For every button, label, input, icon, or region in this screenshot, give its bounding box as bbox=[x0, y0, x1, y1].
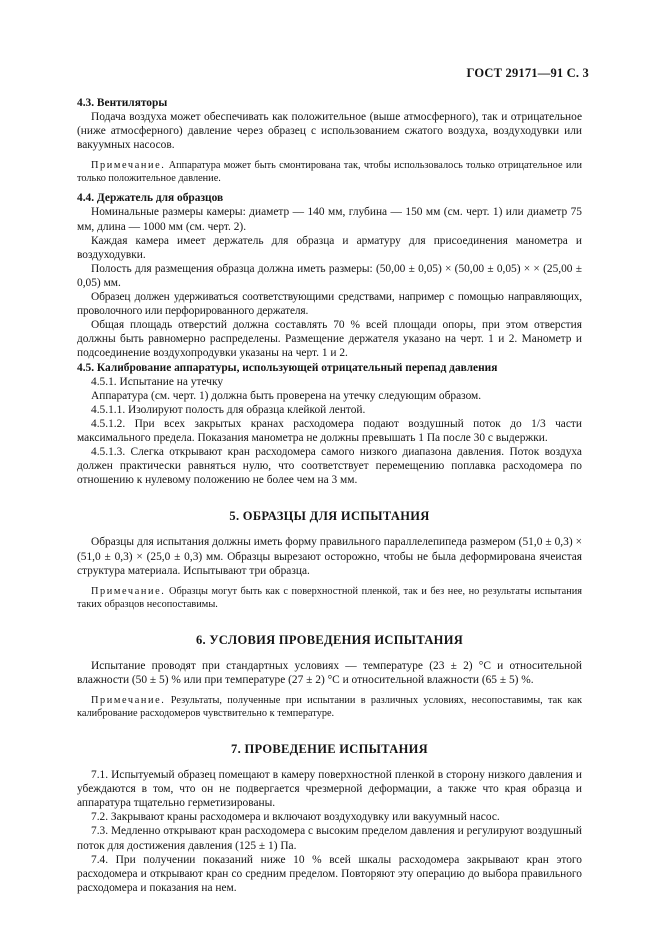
paragraph: Образцы для испытания должны иметь форму правильного параллелепипеда размером (51,0 ± 0,3) × (51,0 ± 0,3) × (25,0 ± 0,3) мм. Образцы вырезают осторожно, чтобы не была деформирована ячеистая структура материала. Испытывают три образца. bbox=[77, 536, 582, 577]
note-label: Примечание. bbox=[91, 695, 166, 706]
paragraph: 4.5.1.2. При всех закрытых кранах расходомера подают воздушный поток до 1/3 части максимального предела. Показания манометра не должны превышать 1 Па после 30 с выдержки. bbox=[77, 417, 582, 444]
note-text: Аппаратура может быть смонтирована так, чтобы использовалось только отрицательное или только положительное давление. bbox=[77, 160, 582, 185]
section-4-5 bbox=[77, 361, 582, 488]
paragraph: Общая площадь отверстий должна составлять 70 % всей площади опоры, при этом отверстия должны быть равномерно распределены. Размещение держателя указано на черт. 1 и 2. Манометр и подсоединение воздухопродувки указаны на черт. 1 и 2. bbox=[77, 319, 582, 360]
paragraph: 7.1. Испытуемый образец помещают в камеру поверхностной пленкой в сторону низкого давления и убеждаются в том, что он не подвергается чрезмерной деформации, а также что края образца и аппаратура тщательно герметизированы. bbox=[77, 769, 582, 810]
paragraph: Номинальные размеры камеры: диаметр — 140 мм, глубина — 150 мм (см. черт. 1) или диаметр 75 мм, длина — 1000 мм (см. черт. 2). bbox=[77, 206, 582, 233]
section-title: 7. ПРОВЕДЕНИЕ ИСПЫТАНИЯ bbox=[231, 742, 428, 756]
note-text: Образцы могут быть как с поверхностной пленкой, так и без нее, но результаты испытания таких образцов несопоставимы. bbox=[77, 585, 582, 610]
paragraph: 4.5.1.1. Изолируют полость для образца клейкой лентой. bbox=[91, 403, 366, 416]
section-5 bbox=[77, 509, 582, 610]
paragraph: 4.5.1.3. Слегка открывают кран расходомера самого низкого диапазона давления. Поток воздуха должен практически равняться нулю, что соответствует перемещению поплавка расходомера по отношению к нулевому положению не более чем на 3 мм. bbox=[77, 446, 582, 487]
note-label: Примечание. bbox=[91, 160, 166, 172]
section-6 bbox=[77, 633, 582, 720]
paragraph: 7.2. Закрывают краны расходомера и включают воздуходувку или вакуумный насос. bbox=[91, 811, 500, 824]
subsection-heading: 4.4. Держатель для образцов bbox=[77, 192, 224, 205]
paragraph: 7.3. Медленно открывают кран расходомера с высоким пределом давления и регулируют воздушный поток для достижения давления (125 ± 1) Па. bbox=[77, 825, 582, 852]
note bbox=[77, 585, 582, 611]
paragraph: 7.4. При получении показаний ниже 10 % всей шкалы расходомера закрывают кран этого расходомера и открывают кран со средним пределом. Повторяют эту операцию до выбора правильного расходомера и показания на нем. bbox=[77, 853, 582, 894]
section-title: 6. УСЛОВИЯ ПРОВЕДЕНИЯ ИСПЫТАНИЯ bbox=[195, 632, 464, 647]
paragraph: Испытание проводят при стандартных условиях — температуре (23 ± 2) °С и относительной влажности (50 ± 5) % или при температуре (27 ± 2) °С и относительной влажности (65 ± 5) %. bbox=[77, 659, 582, 686]
note-text: Результаты, полученные при испытании в различных условиях, несопоставимы, так как калибрование расходомеров чувствительно к температуре. bbox=[77, 695, 582, 719]
document-body bbox=[77, 94, 582, 895]
note bbox=[77, 159, 582, 185]
section-4-4 bbox=[77, 191, 582, 360]
section-title: 5. ОБРАЗЦЫ ДЛЯ ИСПЫТАНИЯ bbox=[229, 509, 430, 524]
subsection-heading: 4.3. Вентиляторы bbox=[77, 97, 168, 109]
section-7 bbox=[77, 742, 582, 895]
paragraph: 4.5.1. Испытание на утечку bbox=[91, 375, 224, 388]
page-header: ГОСТ 29171—91 С. 3 bbox=[466, 66, 589, 80]
paragraph: Образец должен удерживаться соответствующими средствами, например с помощью направляющих, проволочного или перфорированного держателя. bbox=[77, 291, 582, 318]
note bbox=[77, 694, 582, 720]
paragraph: Аппаратура (см. черт. 1) должна быть проверена на утечку следующим образом. bbox=[91, 389, 482, 402]
paragraph: Полость для размещения образца должна иметь размеры: (50,00 ± 0,05) × (50,00 ± 0,05) × × (25,00 ± 0,05) мм. bbox=[77, 262, 582, 289]
section-4-3 bbox=[77, 96, 582, 185]
paragraph: Подача воздуха может обеспечивать как положительное (выше атмосферного), так и отрицательное (ниже атмосферного) давление через образец с использованием сжатого воздуха, воздуходувки или вакуумных насосов. bbox=[77, 111, 582, 152]
subsection-heading: 4.5. Калибрование аппаратуры, использующей отрицательный перепад давления bbox=[77, 361, 498, 374]
note-label: Примечание. bbox=[91, 585, 166, 597]
paragraph: Каждая камера имеет держатель для образца и арматуру для присоединения манометра и воздуходувки. bbox=[77, 234, 582, 261]
